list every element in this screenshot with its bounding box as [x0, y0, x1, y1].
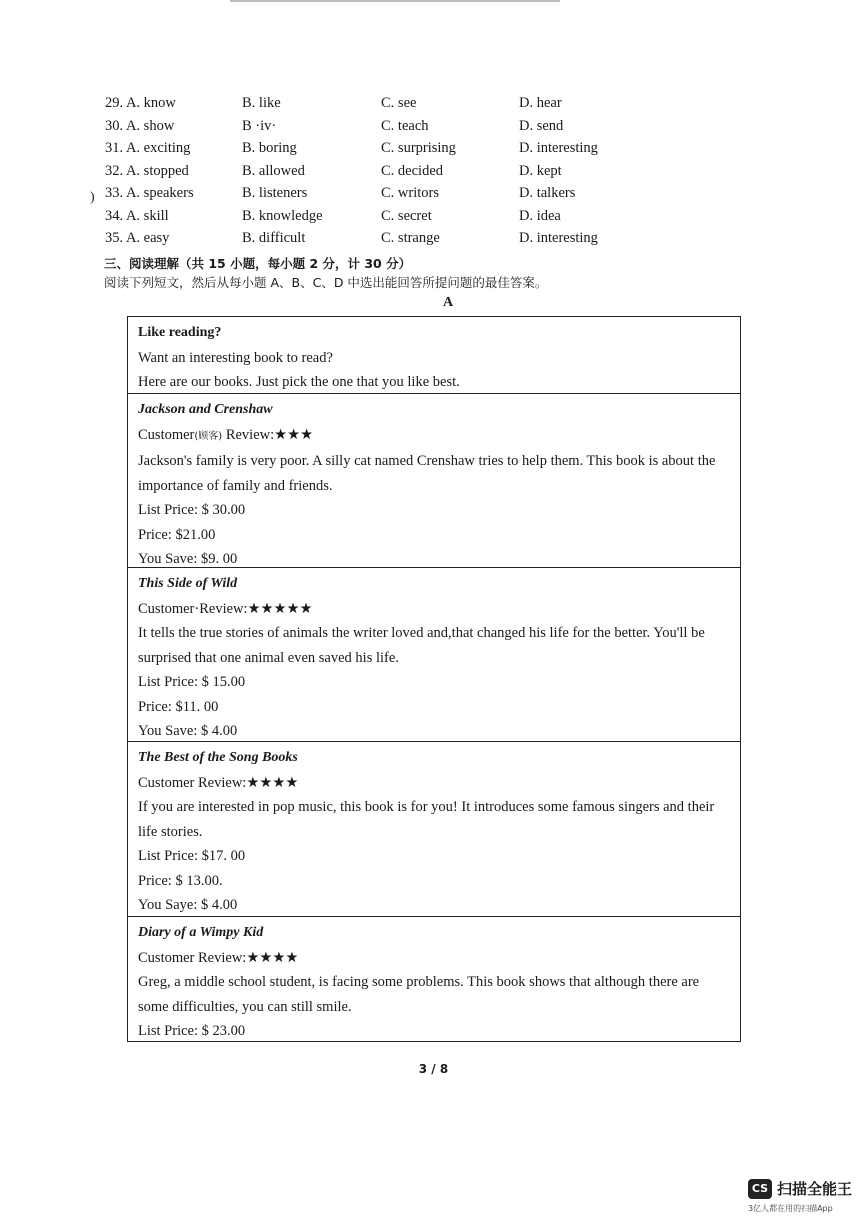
option-a: 34. A. skill [105, 207, 169, 224]
intro-block [128, 317, 740, 394]
option-b: B. like [242, 95, 281, 111]
book-title: This Side of Wild [138, 576, 238, 591]
option-b: B. knowledge [242, 207, 323, 224]
answer-options [105, 92, 665, 250]
book-title: The Best of the Song Books [138, 750, 298, 765]
option-b: B. difficult [242, 230, 306, 246]
review-label: Review:★★★ [222, 426, 314, 443]
book-list-price: List Price: $17. 00 [138, 848, 246, 864]
option-a: 33. A. speakers [105, 185, 194, 201]
book-save: You Saye: $ 4.00 [138, 897, 238, 913]
book-review [138, 423, 732, 450]
review-cn-note: (顾客) [194, 430, 223, 442]
book-review: Customer·Review:★★★★★ [138, 600, 313, 617]
option-d: D. idea [519, 207, 561, 224]
book-list-price: List Price: $ 30.00 [138, 502, 246, 518]
option-b: B ·iv· [242, 117, 277, 134]
option-c: C. secret [381, 207, 432, 224]
passage-letter: A [443, 295, 454, 310]
intro-title: Like reading? [138, 325, 222, 340]
option-b: B. boring [242, 140, 297, 156]
camscanner-name: 扫描全能王 [777, 1180, 853, 1198]
option-c: C. surprising [381, 140, 456, 156]
book-price: Price: $ 13.00. [138, 872, 223, 889]
option-c: C. decided [381, 162, 444, 179]
option-a: 29. A. know [105, 95, 176, 111]
top-edge-line [230, 0, 560, 2]
camscanner-logo-icon: CS [748, 1179, 772, 1199]
book-block-wimpy [128, 917, 740, 1046]
book-block-jackson [128, 394, 740, 568]
book-description: It tells the true stories of animals the writer loved and,that changed his life for the better. You'll be surprised that one animal even saved his life. [138, 625, 705, 666]
option-c: C. writors [381, 185, 439, 201]
section-instruction: 阅读下列短文，然后从每小题 A、B、C、D 中选出能回答所提问题的最佳答案。 [104, 275, 548, 290]
option-b: B. allowed [242, 162, 305, 179]
margin-mark: ) [90, 190, 95, 205]
book-review: Customer Review:★★★★ [138, 949, 299, 966]
book-ad-box [127, 316, 741, 1042]
page-number: 3 / 8 [418, 1062, 449, 1076]
option-d: D. talkers [519, 185, 576, 201]
review-prefix: Customer [138, 426, 195, 443]
option-b: B. listeners [242, 185, 308, 201]
book-list-price: List Price: $ 15.00 [138, 674, 246, 690]
option-row-35 [105, 227, 665, 250]
book-block-wild [128, 568, 740, 742]
book-block-song [128, 742, 740, 917]
option-row-29 [105, 92, 665, 115]
option-d: D. kept [519, 162, 562, 179]
camscanner-tagline: 3亿人都在用的扫描App [748, 1204, 833, 1213]
book-price: Price: $21.00 [138, 526, 216, 543]
option-row-31 [105, 137, 665, 160]
book-list-price: List Price: $ 23.00 [138, 1023, 246, 1039]
section-title: 三、阅读理解（共 15 小题，每小题 2 分，计 30 分） [104, 256, 412, 271]
option-d: D. interesting [519, 230, 598, 246]
book-save: You Save: $ 4.00 [138, 723, 238, 739]
option-c: C. see [381, 95, 417, 111]
option-a: 32. A. stopped [105, 162, 189, 179]
book-price: Price: $11. 00 [138, 698, 219, 715]
option-d: D. hear [519, 95, 562, 111]
option-a: 30. A. show [105, 117, 175, 134]
book-save: You Save: $9. 00 [138, 551, 238, 567]
option-a: 35. A. easy [105, 230, 170, 246]
option-row-34 [105, 205, 665, 228]
option-c: C. teach [381, 117, 429, 134]
intro-line: Here are our books. Just pick the one that you like best. [138, 374, 460, 390]
option-row-30 [105, 115, 665, 138]
option-d: D. send [519, 117, 564, 134]
book-description: Greg, a middle school student, is facing some problems. This book shows that although there are some difficulties, you can still smile. [138, 974, 700, 1015]
book-title: Jackson and Crenshaw [138, 402, 273, 417]
option-row-33 [105, 182, 665, 205]
book-review: Customer Review:★★★★ [138, 774, 299, 791]
book-description: Jackson's family is very poor. A silly cat named Crenshaw tries to help them. This book is about the importance of family and friends. [138, 453, 716, 494]
option-d: D. interesting [519, 140, 598, 156]
intro-line: Want an interesting book to read? [138, 349, 333, 366]
book-title: Diary of a Wimpy Kid [138, 925, 264, 940]
option-row-32 [105, 160, 665, 183]
option-c: C. strange [381, 230, 440, 246]
option-a: 31. A. exciting [105, 140, 191, 156]
book-description: If you are interested in pop music, this book is for you! It introduces some famous singers and their life stories. [138, 799, 715, 840]
